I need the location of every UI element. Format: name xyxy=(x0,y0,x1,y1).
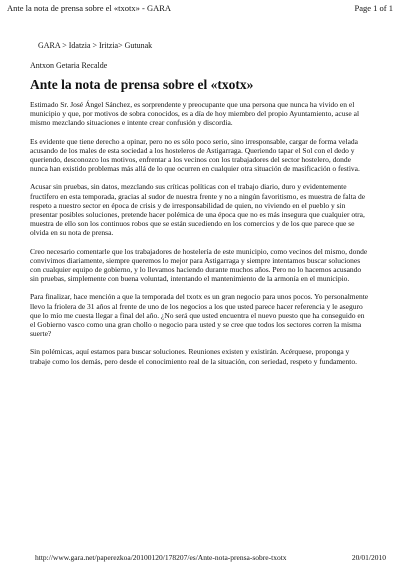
article-paragraph-1: Estimado Sr. José Ángel Sánchez, es sorprendente y preocupante que una persona que nunca ha vivido en el municipio y que, por motivos de sobra conocidos, es a día de hoy miembro del propio Ayuntamiento, acuse al mismo mezclando situaciones e intente crear confusión y discordia. xyxy=(30,100,360,128)
print-footer-url: http://www.gara.net/paperezkoa/20100120/178207/es/Ante-nota-prensa-sobre-txotx xyxy=(35,553,287,562)
print-header xyxy=(7,3,393,13)
author-name: Antxon Getaria Recalde xyxy=(30,61,108,70)
print-header-page: Page 1 of 1 xyxy=(354,3,393,13)
breadcrumb: GARA > Idatzia > Iritzia> Gutunak xyxy=(38,41,153,50)
article-paragraph-6: Sin polémicas, aquí estamos para buscar soluciones. Reuniones existen y existirán. Acérquese, proponga y trabaje como los demás, pero desde el conocimiento real de la situación, con seriedad, respeto y fundamento. xyxy=(30,347,357,366)
article-title: Ante la nota de prensa sobre el «txotx» xyxy=(30,77,254,92)
article-paragraph-4: Creo necesario comentarle que los trabajadores de hostelería de este municipio, como vecinos del mismo, donde convivimos diariamente, siempre queremos lo mejor para Astigarraga y siempre intentamos buscar soluciones con cualquier equipo de gobierno, y lo llevamos haciendo durante muchos años. Pero no lo hacemos acusando sin pruebas, simplemente con buena voluntad, intentando el mantenimiento de la armonía en el municipio. xyxy=(30,246,368,284)
article-paragraph-3: Acusar sin pruebas, sin datos, mezclando sus críticas políticas con el trabajo diario, duro y evidentemente fructífero en esta temporada, gracias al sudor de nuestra frente y no a ningún favoritismo, es muestra de falta de respeto a nuestro sector en época de crisis y de irresponsabilidad de quien, no viviendo en el pueblo y sin presentar posibles soluciones, pretende hacer polémica de una época que no es más insegura que cualquier otra, muestra de ello son los continuos robos que se están sucediendo en los comercios y de los que parece que se olvida en su nota de prensa. xyxy=(30,182,366,238)
article-paragraph-5: Para finalizar, hace mención a que la temporada del txotx es un gran negocio para unos pocos. Yo personalmente llevo la friolera de 31 años al frente de uno de los negocios a los que usted parece hacer referencia y le aseguro que lo mío me cuesta llegar a final del año. ¿No será que usted encuentra el nuevo puesto que ha conseguido en el Gobierno vasco como una gran chollo o negocio para usted y se cree que todos los sectores corren la misma suerte? xyxy=(30,292,369,339)
article-paragraph-2: Es evidente que tiene derecho a opinar, pero no es sólo poco serio, sino irresponsable, cargar de forma velada acusando de los males de esta sociedad a los hosteleros de Astigarraga. Queriendo tapar el Sol con el dedo y queriendo, desconozco los motivos, enfrentar a los vecinos con los trabajadores del sector hostelero, donde nunca han existido problemas más allá de lo que ocurren en cualquier otra situación de masificación o festiva. xyxy=(30,136,360,174)
print-header-title: Ante la nota de prensa sobre el «txotx» - GARA xyxy=(7,3,172,13)
print-footer xyxy=(35,553,386,562)
article-body xyxy=(30,100,370,375)
print-footer-date: 20/01/2010 xyxy=(351,553,386,562)
